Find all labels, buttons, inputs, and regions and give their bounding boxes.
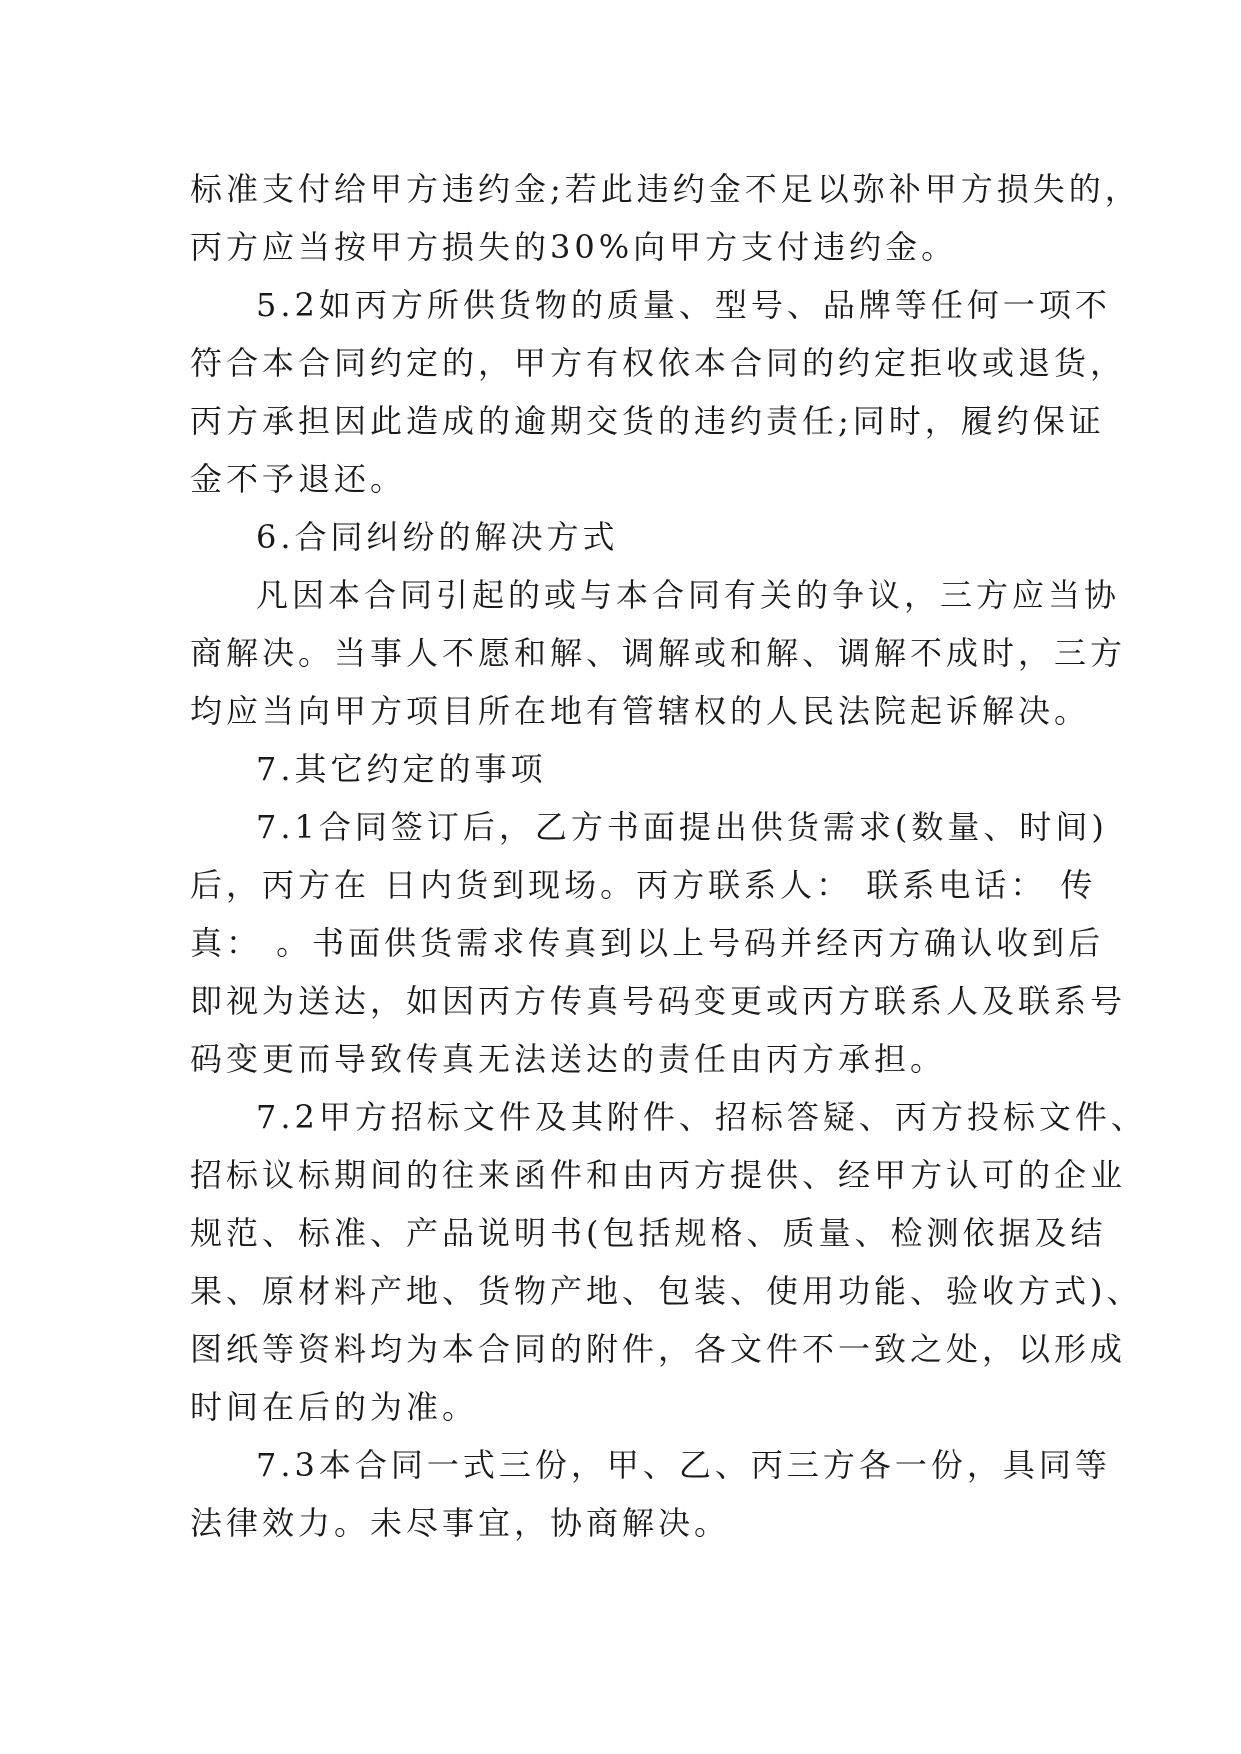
text-line: 果、原材料产地、货物产地、包装、使用功能、验收方式)、 bbox=[190, 1272, 1143, 1310]
clause-7-1-start: 7.1合同签订后，乙方书面提出供货需求(数量、时间) bbox=[256, 808, 1108, 846]
text-line: 丙方承担因此造成的逾期交货的违约责任;同时，履约保证 bbox=[190, 402, 1105, 440]
section-heading-6: 6.合同纠纷的解决方式 bbox=[256, 518, 619, 556]
text-line: 时间在后的为准。 bbox=[190, 1388, 479, 1426]
text-line: 后，丙方在 日内货到现场。丙方联系人： 联系电话： 传 bbox=[190, 866, 1097, 904]
text-line: 规范、标准、产品说明书(包括规格、质量、检测依据及结 bbox=[190, 1214, 1107, 1252]
text-line: 即视为送达，如因丙方传真号码变更或丙方联系人及联系号 bbox=[190, 982, 1127, 1020]
text-line: 标准支付给甲方违约金;若此违约金不足以弥补甲方损失的， bbox=[190, 170, 1141, 208]
text-line: 图纸等资料均为本合同的附件，各文件不一致之处，以形成 bbox=[190, 1330, 1127, 1368]
clause-7-3-start: 7.3本合同一式三份，甲、乙、丙三方各一份，具同等 bbox=[256, 1446, 1111, 1484]
section-heading-7: 7.其它约定的事项 bbox=[256, 750, 547, 788]
contract-text bbox=[190, 160, 1147, 1552]
text-line: 真： 。书面供货需求传真到以上号码并经丙方确认收到后 bbox=[190, 924, 1105, 962]
text-line: 金不予退还。 bbox=[190, 460, 407, 498]
clause-7-2-start: 7.2甲方招标文件及其附件、招标答疑、丙方投标文件、 bbox=[256, 1098, 1147, 1136]
text-line: 均应当向甲方项目所在地有管辖权的人民法院起诉解决。 bbox=[190, 692, 1091, 730]
text-line: 商解决。当事人不愿和解、调解或和解、调解不成时，三方 bbox=[190, 634, 1127, 672]
text-line: 码变更而导致传真无法送达的责任由丙方承担。 bbox=[190, 1040, 947, 1078]
text-line: 符合本合同约定的，甲方有权依本合同的约定拒收或退货， bbox=[190, 344, 1127, 382]
text-line: 丙方应当按甲方损失的30%向甲方支付违约金。 bbox=[190, 228, 958, 266]
section-6-paragraph-start: 凡因本合同引起的或与本合同有关的争议，三方应当协 bbox=[256, 576, 1121, 614]
text-line: 法律效力。未尽事宜，协商解决。 bbox=[190, 1504, 731, 1542]
clause-5-2-start: 5.2如丙方所供货物的质量、型号、品牌等任何一项不 bbox=[256, 286, 1111, 324]
text-line: 招标议标期间的往来函件和由丙方提供、经甲方认可的企业 bbox=[190, 1156, 1127, 1194]
